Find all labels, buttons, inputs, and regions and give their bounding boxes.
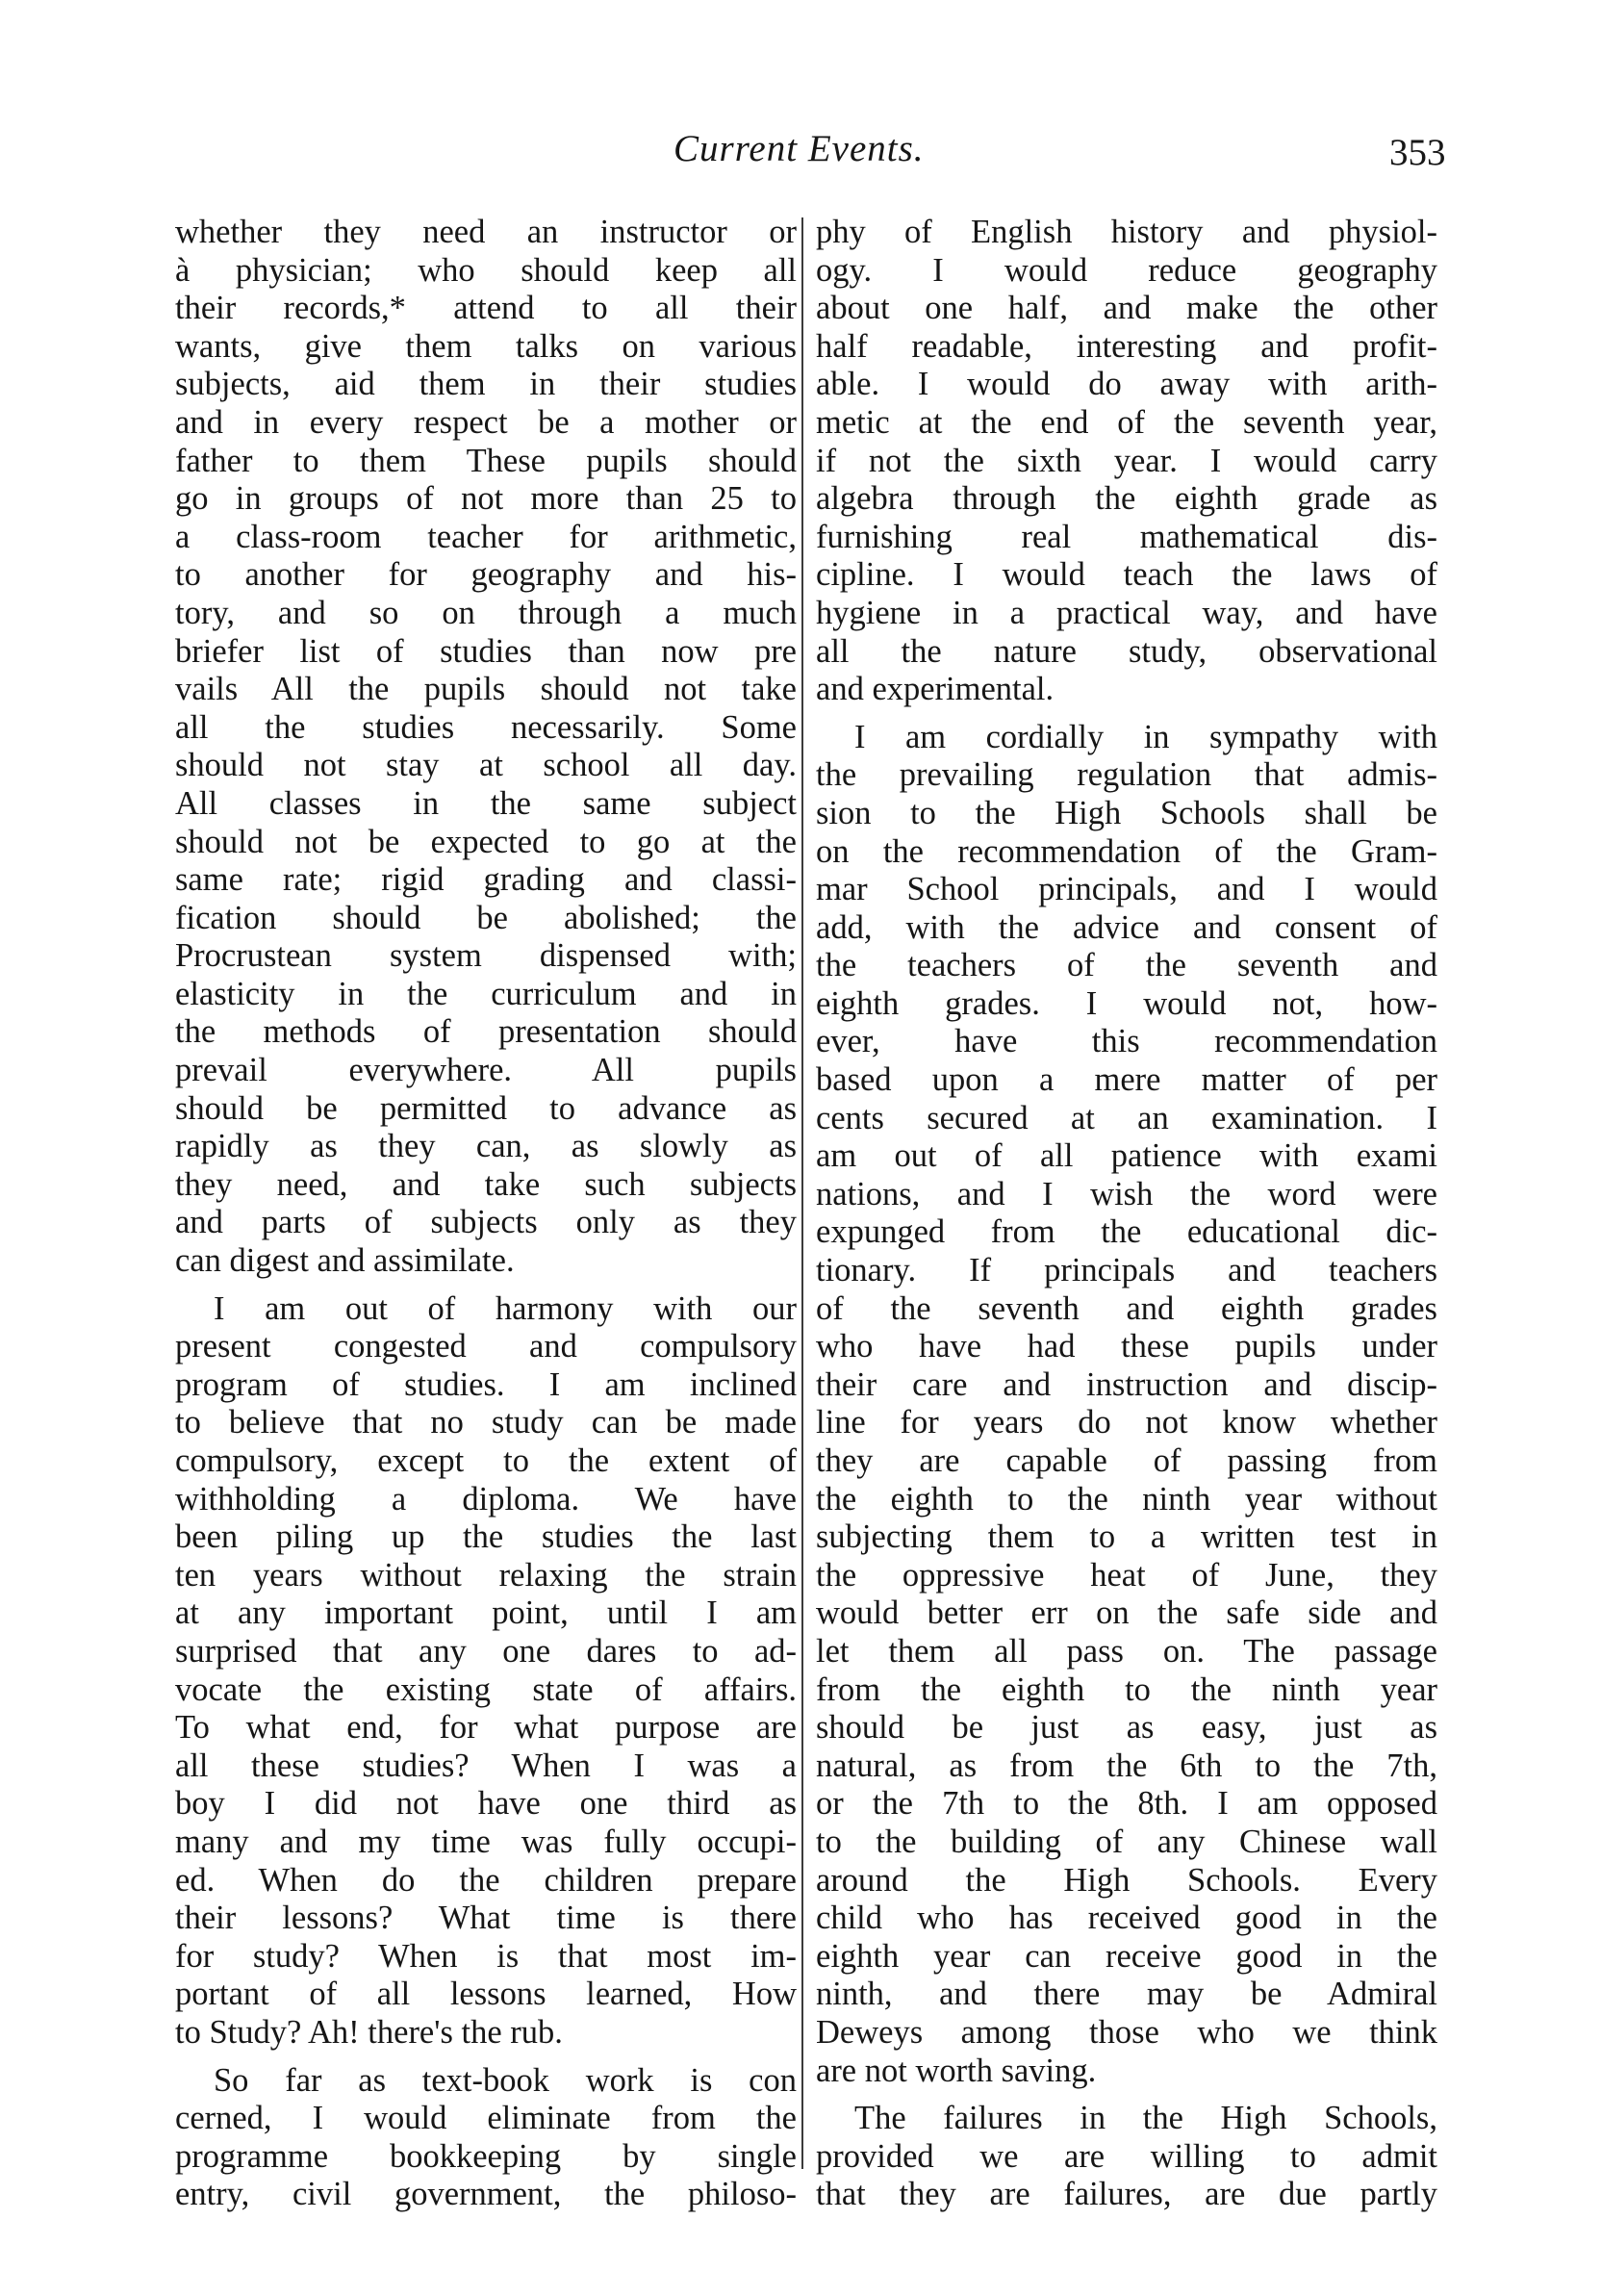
right-column — [816, 214, 1437, 2214]
text-line: at any important point, until I am — [175, 1594, 797, 1632]
text-line: go in groups of not more than 25 to — [175, 480, 797, 518]
paragraph-gap — [175, 1281, 797, 1290]
text-line: mar School principals, and I would — [816, 871, 1437, 908]
text-line: to Study? Ah! there's the rub. — [175, 2013, 563, 2051]
text-line: ten years without relaxing the strain — [175, 1556, 797, 1594]
page-number: 353 — [1389, 132, 1446, 173]
text-line: expunged from the educational dic- — [816, 1213, 1437, 1251]
text-line: to the building of any Chinese wall — [816, 1823, 1437, 1860]
text-line: from the eighth to the ninth year — [816, 1671, 1437, 1708]
text-line: for study? When is that most im- — [175, 1937, 797, 1975]
text-line: I am out of harmony with our — [214, 1289, 797, 1327]
text-line: eighth grades. I would not, how- — [816, 984, 1437, 1022]
text-line: and experimental. — [816, 671, 1055, 708]
paragraph-gap — [816, 709, 1437, 719]
text-line: portant of all lessons learned, How — [175, 1976, 797, 2013]
text-line: fication should be abolished; the — [175, 899, 797, 936]
text-line: entry, civil government, the philoso- — [175, 2176, 797, 2213]
text-line: vails All the pupils should not take — [175, 671, 797, 708]
page-header — [0, 123, 1601, 181]
text-line: the eighth to the ninth year without — [816, 1480, 1437, 1518]
running-title: Current Events. — [673, 128, 925, 169]
text-line: rapidly as they can, as slowly as — [175, 1128, 797, 1165]
text-line: eighth year can receive good in the — [816, 1937, 1437, 1975]
text-line: their records,* attend to all their — [175, 290, 797, 327]
text-line: their care and instruction and discip- — [816, 1365, 1437, 1403]
text-line: ed. When do the children prepare — [175, 1861, 797, 1899]
text-line: based upon a mere matter of per — [816, 1061, 1437, 1099]
text-line: prevail everywhere. All pupils — [175, 1052, 797, 1089]
text-line: a class-room teacher for arithmetic, — [175, 518, 797, 555]
text-line: should not stay at school all day. — [175, 747, 797, 784]
text-line: been piling up the studies the last — [175, 1518, 797, 1556]
text-line: they are capable of passing from — [816, 1442, 1437, 1479]
text-line: cipline. I would teach the laws of — [816, 556, 1437, 594]
text-line: who have had these pupils under — [816, 1328, 1437, 1365]
paragraph-gap — [816, 2090, 1437, 2100]
text-line: of the seventh and eighth grades — [816, 1289, 1437, 1327]
text-line: vocate the existing state of affairs. — [175, 1671, 797, 1708]
text-line: surprised that any one dares to ad- — [175, 1632, 797, 1670]
text-line: subjecting them to a written test in — [816, 1518, 1437, 1556]
text-line: all these studies? When I was a — [175, 1747, 797, 1784]
text-line: if not the sixth year. I would carry — [816, 442, 1437, 479]
text-line: should not be expected to go at the — [175, 823, 797, 860]
text-line: To what end, for what purpose are — [175, 1709, 797, 1747]
text-line: nations, and I wish the word were — [816, 1175, 1437, 1212]
text-line: elasticity in the curriculum and in — [175, 975, 797, 1012]
text-line: should be permitted to advance as — [175, 1089, 797, 1127]
text-line: the prevailing regulation that admis- — [816, 756, 1437, 794]
text-line: briefer list of studies than now pre — [175, 632, 797, 670]
text-line: cents secured at an examination. I — [816, 1099, 1437, 1136]
text-line: tory, and so on through a much — [175, 594, 797, 631]
text-line: let them all pass on. The passage — [816, 1632, 1437, 1670]
paragraph-gap — [175, 2053, 797, 2062]
text-line: cerned, I would eliminate from the — [175, 2100, 797, 2137]
text-line: boy I did not have one third as — [175, 1785, 797, 1823]
text-line: should be just as easy, just as — [816, 1709, 1437, 1747]
text-line: can digest and assimilate. — [175, 1242, 515, 1280]
text-line: algebra through the eighth grade as — [816, 480, 1437, 518]
text-line: program of studies. I am inclined — [175, 1365, 797, 1403]
text-line: child who has received good in the — [816, 1900, 1437, 1937]
text-line: Deweys among those who we think — [816, 2013, 1437, 2051]
text-line: subjects, aid them in their studies — [175, 366, 797, 403]
text-line: the methods of presentation should — [175, 1013, 797, 1051]
text-line: hygiene in a practical way, and have — [816, 594, 1437, 631]
text-line: ever, have this recommendation — [816, 1023, 1437, 1060]
text-line: same rate; rigid grading and classi- — [175, 861, 797, 899]
text-line: ninth, and there may be Admiral — [816, 1976, 1437, 2013]
text-line: furnishing real mathematical dis- — [816, 518, 1437, 555]
text-line: father to them These pupils should — [175, 442, 797, 479]
text-line: tionary. If principals and teachers — [816, 1252, 1437, 1289]
text-line: programme bookkeeping by single — [175, 2137, 797, 2175]
text-line: Procrustean system dispensed with; — [175, 937, 797, 975]
text-line: wants, give them talks on various — [175, 327, 797, 365]
text-line: line for years do not know whether — [816, 1404, 1437, 1441]
text-line: the teachers of the seventh and — [816, 947, 1437, 984]
text-line: or the 7th to the 8th. I am opposed — [816, 1785, 1437, 1823]
text-line: So far as text-book work is con — [214, 2061, 797, 2099]
text-line: phy of English history and physiol- — [816, 214, 1437, 250]
text-line: are not worth saving. — [816, 2052, 1097, 2089]
text-line: All classes in the same subject — [175, 784, 797, 822]
text-line: provided we are willing to admit — [816, 2137, 1437, 2175]
text-line: all the studies necessarily. Some — [175, 708, 797, 746]
text-line: I am cordially in sympathy with — [854, 718, 1437, 755]
text-line: sion to the High Schools shall be — [816, 794, 1437, 831]
text-line: to another for geography and his- — [175, 556, 797, 594]
text-line: natural, as from the 6th to the 7th, — [816, 1747, 1437, 1784]
text-line: all the nature study, observational — [816, 632, 1437, 670]
column-divider — [801, 217, 803, 2169]
text-line: able. I would do away with arith- — [816, 366, 1437, 403]
text-line: and parts of subjects only as they — [175, 1204, 797, 1241]
text-line: they need, and take such subjects — [175, 1165, 797, 1203]
text-line: the oppressive heat of June, they — [816, 1556, 1437, 1594]
left-column — [175, 214, 797, 2214]
text-line: add, with the advice and consent of — [816, 908, 1437, 946]
text-line: ogy. I would reduce geography — [816, 251, 1437, 289]
text-line: whether they need an instructor or — [175, 214, 797, 250]
text-line: their lessons? What time is there — [175, 1900, 797, 1937]
text-line: withholding a diploma. We have — [175, 1480, 797, 1518]
text-line: to believe that no study can be made — [175, 1404, 797, 1441]
text-line: present congested and compulsory — [175, 1328, 797, 1365]
text-line: The failures in the High Schools, — [854, 2100, 1437, 2137]
text-line: metic at the end of the seventh year, — [816, 403, 1437, 441]
text-line: would better err on the safe side and — [816, 1594, 1437, 1632]
text-line: compulsory, except to the extent of — [175, 1442, 797, 1479]
text-line: am out of all patience with exami — [816, 1137, 1437, 1175]
text-line: about one half, and make the other — [816, 290, 1437, 327]
text-line: half readable, interesting and profit- — [816, 327, 1437, 365]
text-line: à physician; who should keep all — [175, 251, 797, 289]
text-line: around the High Schools. Every — [816, 1861, 1437, 1899]
text-line: and in every respect be a mother or — [175, 403, 797, 441]
text-line: on the recommendation of the Gram- — [816, 832, 1437, 870]
text-line: that they are failures, are due partly — [816, 2176, 1437, 2213]
text-line: many and my time was fully occupi- — [175, 1823, 797, 1860]
